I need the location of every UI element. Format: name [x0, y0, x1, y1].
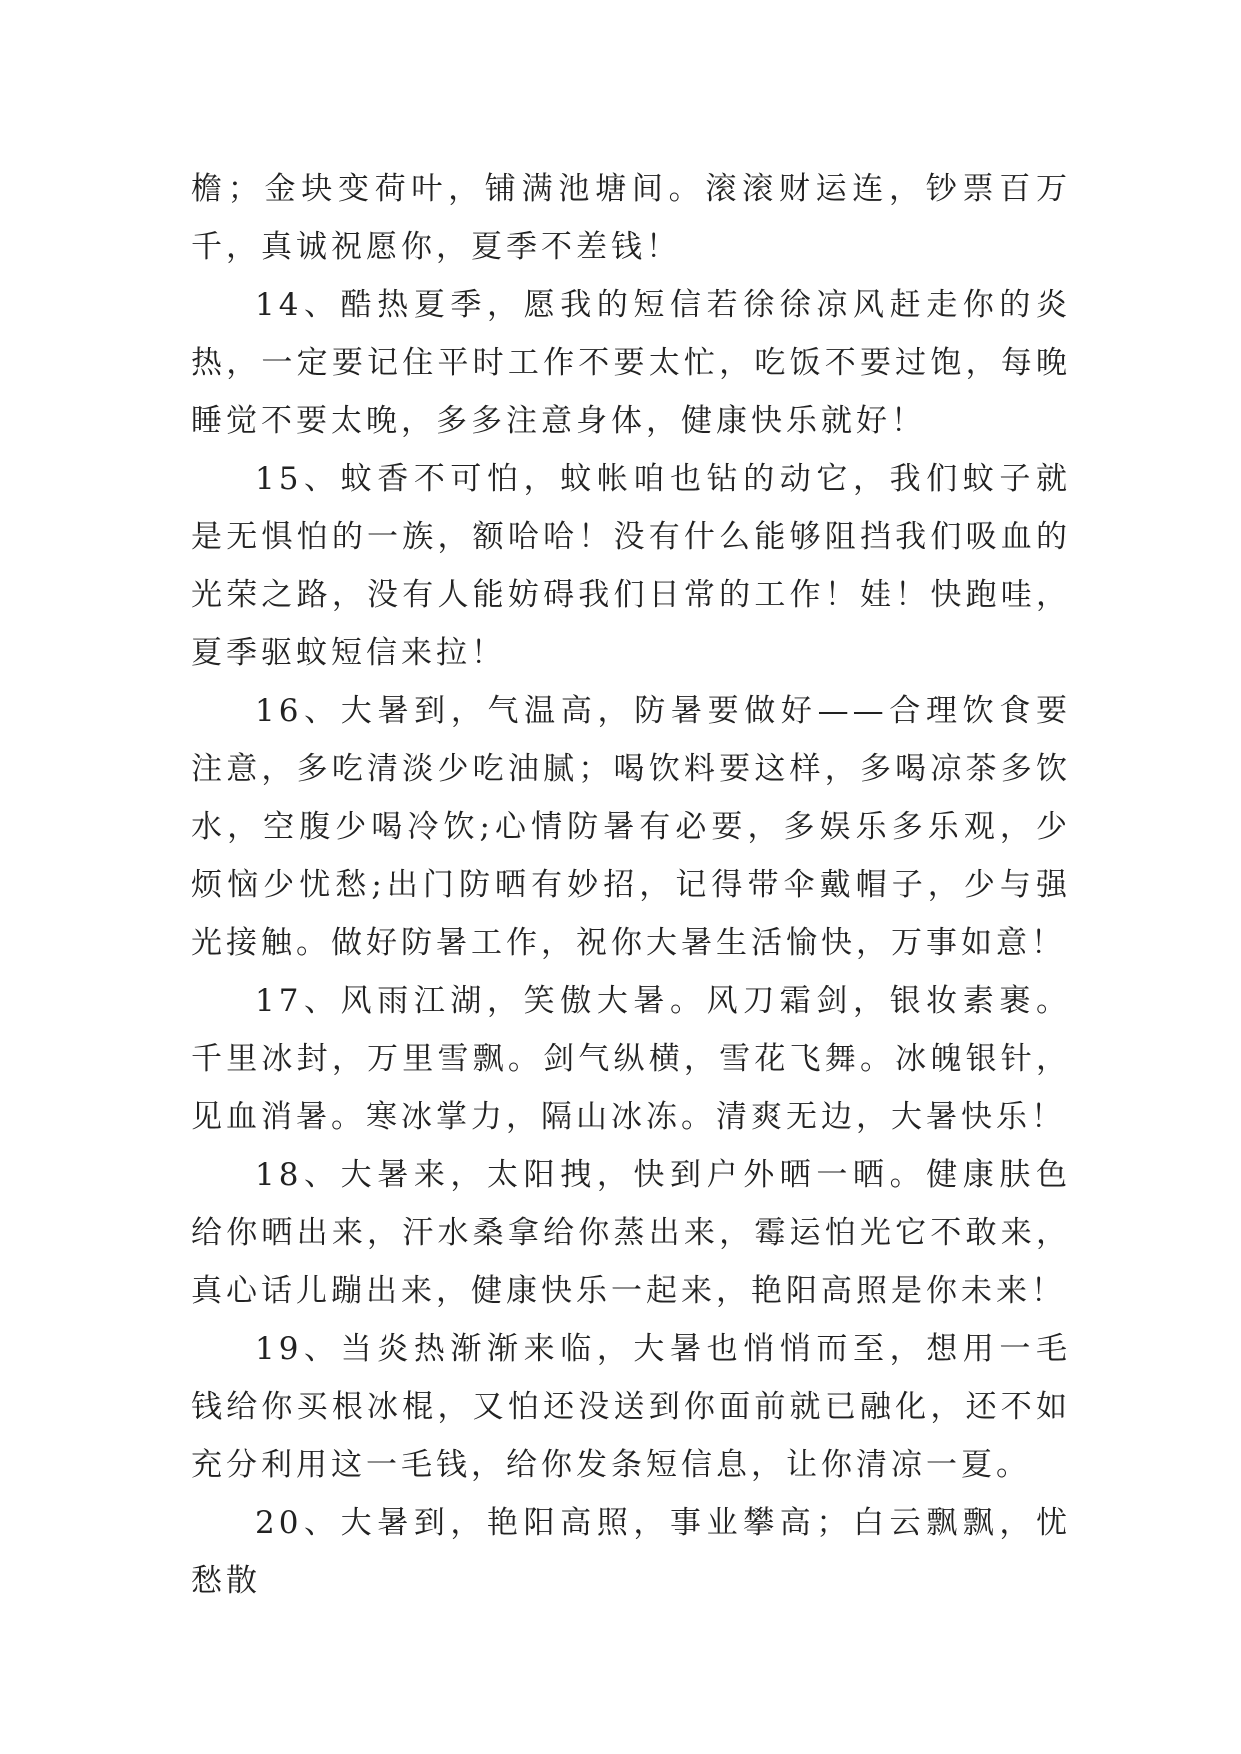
paragraph-15: 15、蚊香不可怕，蚊帐咱也钻的动它，我们蚊子就是无惧怕的一族，额哈哈！没有什么能够阻挡我们吸血的光荣之路，没有人能妨碍我们日常的工作！娃！快跑哇，夏季驱蚊短信来拉！: [191, 461, 1071, 671]
paragraph-16: 16、大暑到，气温高，防暑要做好——合理饮食要注意，多吃清淡少吃油腻；喝饮料要这样，多喝凉茶多饮水，空腹少喝冷饮;心情防暑有必要，多娱乐多乐观，少烦恼少忧愁;出门防晒有妙招，记得带伞戴帽子，少与强光接触。做好防暑工作，祝你大暑生活愉快，万事如意！: [191, 693, 1071, 961]
paragraph-17: 17、风雨江湖，笑傲大暑。风刀霜剑，银妆素裹。千里冰封，万里雪飘。剑气纵横，雪花飞舞。冰魄银针，见血消暑。寒冰掌力，隔山冰冻。清爽无边，大暑快乐！: [191, 983, 1071, 1135]
paragraph-13-continuation: 檐；金块变荷叶，铺满池塘间。滚滚财运连，钞票百万千，真诚祝愿你，夏季不差钱！: [191, 171, 1071, 265]
paragraph-14: 14、酷热夏季，愿我的短信若徐徐凉风赶走你的炎热，一定要记住平时工作不要太忙，吃饭不要过饱，每晚睡觉不要太晚，多多注意身体，健康快乐就好！: [191, 287, 1071, 439]
paragraph-20: 20、大暑到，艳阳高照，事业攀高；白云飘飘，忧愁散: [191, 1505, 1071, 1599]
paragraph-19: 19、当炎热渐渐来临，大暑也悄悄而至，想用一毛钱给你买根冰棍，又怕还没送到你面前就已融化，还不如充分利用这一毛钱，给你发条短信息，让你清凉一夏。: [191, 1331, 1071, 1483]
document-page: [191, 160, 1071, 1610]
paragraph-18: 18、大暑来，太阳拽，快到户外晒一晒。健康肤色给你晒出来，汗水桑拿给你蒸出来，霉运怕光它不敢来，真心话儿蹦出来，健康快乐一起来，艳阳高照是你未来！: [191, 1157, 1071, 1309]
